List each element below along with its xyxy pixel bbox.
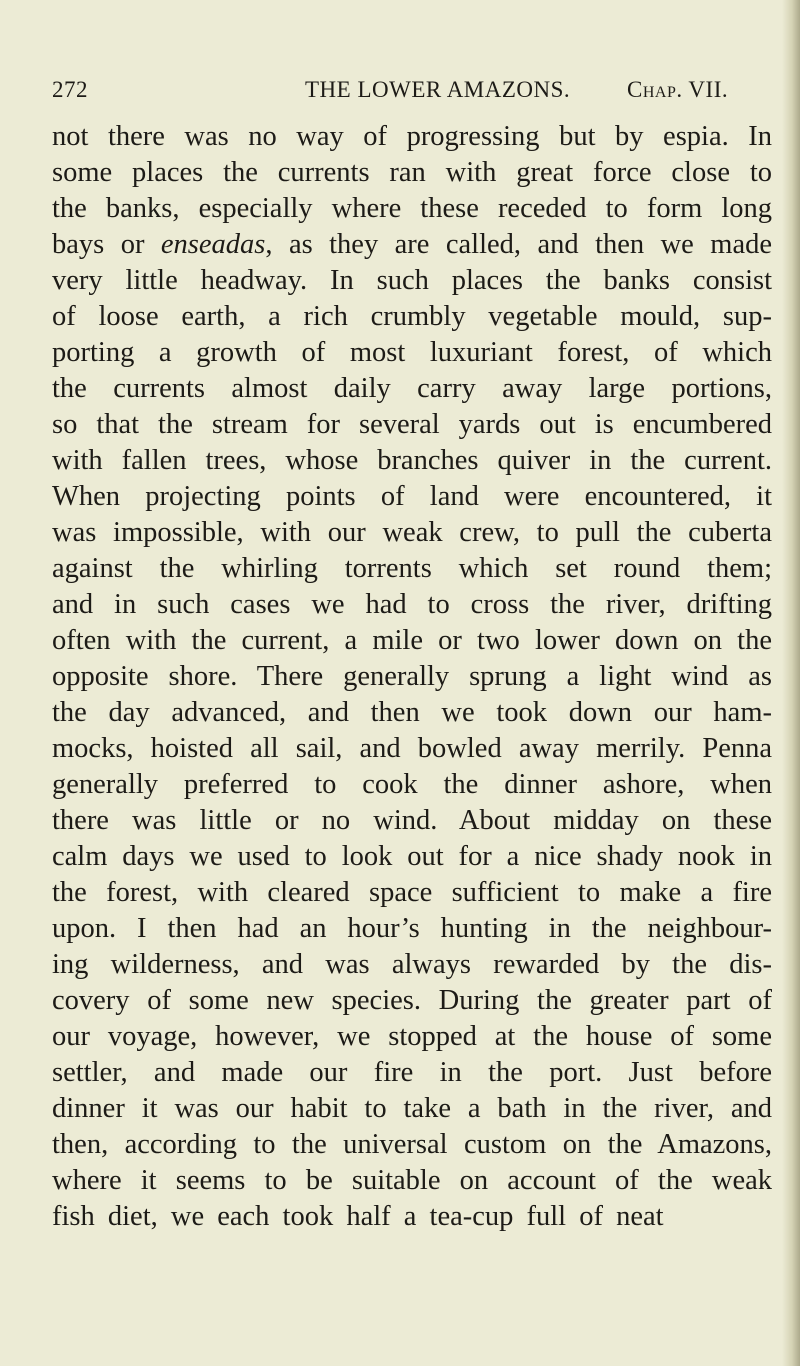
body-text [52, 119, 772, 1235]
text-line: the day advanced, and then we took down our ham- [52, 697, 772, 728]
text-segment: bays or [52, 229, 161, 260]
running-title: THE LOWER AMAZONS. [305, 77, 571, 102]
page-number: 272 [52, 77, 88, 102]
text-line: of loose earth, a rich crumbly vegetable mould, sup- [52, 301, 772, 332]
text-line: When projecting points of land were encountered, it [52, 481, 772, 512]
page-edge-shadow [782, 0, 800, 1366]
text-line: opposite shore. There generally sprung a light wind as [52, 661, 772, 692]
text-line: where it seems to be suitable on account of the weak [52, 1165, 772, 1196]
text-line: dinner it was our habit to take a bath in the river, and [52, 1093, 772, 1124]
text-line: upon. I then had an hour’s hunting in the neighbour- [52, 913, 772, 944]
text-line: fish diet, we each took half a tea-cup full of neat [52, 1201, 664, 1232]
running-head [52, 77, 772, 107]
text-line: ing wilderness, and was always rewarded by the dis- [52, 949, 772, 980]
text-line: with fallen trees, whose branches quiver in the current. [52, 445, 772, 476]
text-line: some places the currents ran with great force close to [52, 157, 772, 188]
text-line [52, 227, 772, 263]
text-line: porting a growth of most luxuriant forest, of which [52, 337, 772, 368]
text-line: so that the stream for several yards out is encumbered [52, 409, 772, 440]
text-line: the banks, especially where these receded to form long [52, 193, 772, 224]
text-line: against the whirling torrents which set round them; [52, 553, 772, 584]
text-line: generally preferred to cook the dinner ashore, when [52, 769, 772, 800]
text-line: there was little or no wind. About midday on these [52, 805, 772, 836]
text-line: settler, and made our fire in the port. Just before [52, 1057, 772, 1088]
text-line: the forest, with cleared space sufficient to make a fire [52, 877, 772, 908]
chapter-label: Chap. VII. [627, 77, 729, 102]
text-line: mocks, hoisted all sail, and bowled away merrily. Penna [52, 733, 772, 764]
text-line: then, according to the universal custom on the Amazons, [52, 1129, 772, 1160]
text-line: the currents almost daily carry away large portions, [52, 373, 772, 404]
text-line: our voyage, however, we stopped at the house of some [52, 1021, 772, 1052]
text-line: not there was no way of progressing but by espia. In [52, 121, 772, 152]
italic-term: enseadas [160, 229, 266, 260]
text-line: calm days we used to look out for a nice shady nook in [52, 841, 772, 872]
text-segment: , as they are called, and then we made [265, 229, 773, 260]
text-line: very little headway. In such places the banks consist [52, 265, 772, 296]
text-line: often with the current, a mile or two lower down on the [52, 625, 772, 656]
text-line: covery of some new species. During the greater part of [52, 985, 772, 1016]
text-line: and in such cases we had to cross the river, drifting [52, 589, 772, 620]
text-line: was impossible, with our weak crew, to pull the cuberta [52, 517, 772, 548]
